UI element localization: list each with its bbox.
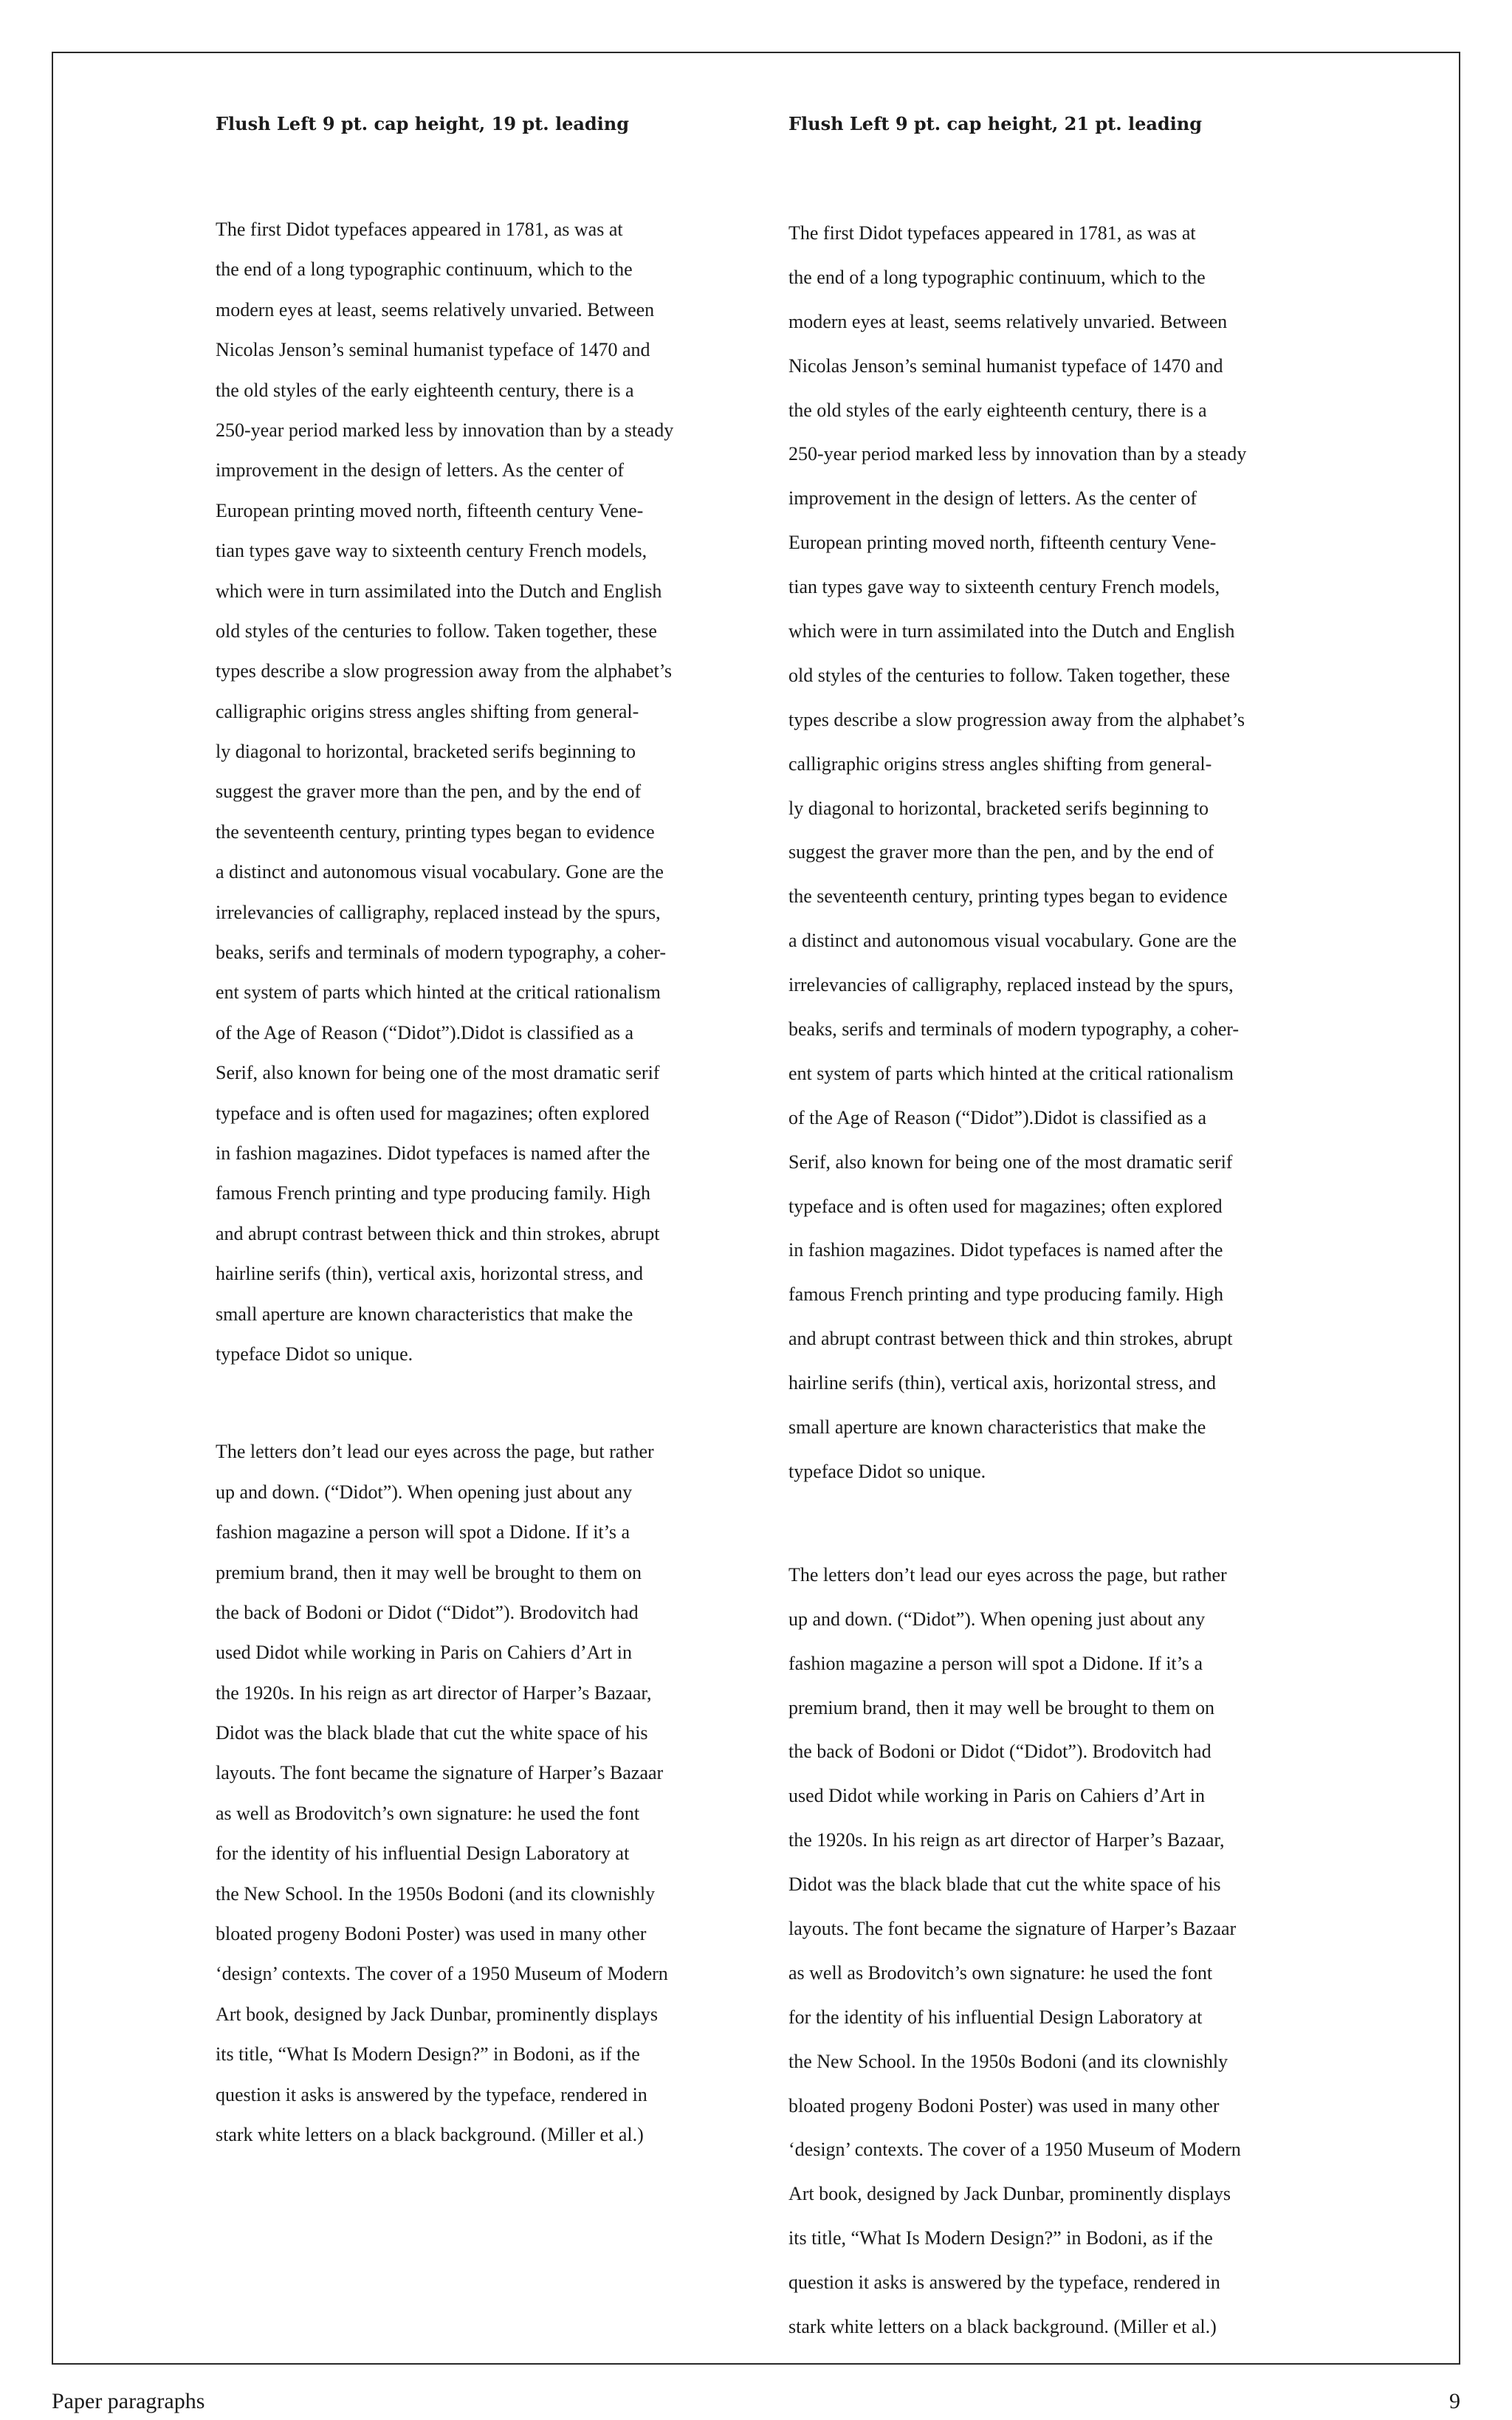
text-line: and abrupt contrast between thick and thin strokes, abrupt [216, 1222, 660, 1244]
text-line: premium brand, then it may well be brought to them on [216, 1561, 642, 1583]
text-line: The letters don’t lead our eyes across the page, but rather [216, 1441, 654, 1463]
text-line: for the identity of his influential Design Laboratory at [216, 1843, 630, 1865]
text-line: irrelevancies of calligraphy, replaced instead by the spurs, [216, 901, 661, 923]
text-line: ‘design’ contexts. The cover of a 1950 Museum of Modern [216, 1963, 668, 1985]
text-line: 250-year period marked less by innovation than by a steady [216, 419, 674, 441]
text-line: ent system of parts which hinted at the critical rationalism [788, 1062, 1234, 1084]
text-line: up and down. (“Didot”). When opening just about any [788, 1608, 1206, 1630]
text-line: Serif, also known for being one of the most dramatic serif [788, 1151, 1233, 1173]
text-line: beaks, serifs and terminals of modern typography, a coher- [788, 1018, 1240, 1041]
text-line: old styles of the centuries to follow. Taken together, these [216, 620, 657, 642]
text-line: calligraphic origins stress angles shifting from general- [216, 700, 639, 722]
text-line: the 1920s. In his reign as art director of Harper’s Bazaar, [788, 1829, 1225, 1851]
text-line: the old styles of the early eighteenth century, there is a [788, 399, 1207, 421]
text-line: types describe a slow progression away from the alphabet’s [216, 660, 673, 682]
text-line: question it asks is answered by the typeface, rendered in [216, 2083, 647, 2105]
text-line: modern eyes at least, seems relatively unvaried. Between [788, 310, 1228, 332]
text-line: a distinct and autonomous visual vocabulary. Gone are the [788, 930, 1237, 952]
text-line: calligraphic origins stress angles shifting from general- [788, 753, 1212, 775]
text-line: The letters don’t lead our eyes across the page, but rather [788, 1563, 1227, 1586]
text-line: as well as Brodovitch’s own signature: he used the font [788, 1961, 1213, 1984]
text-line: used Didot while working in Paris on Cahiers d’Art in [216, 1642, 632, 1664]
column-heading: Flush Left 9 pt. cap height, 19 pt. leading [216, 113, 630, 134]
paragraph-1 [216, 210, 747, 1374]
text-line: hairline serifs (thin), vertical axis, horizontal stress, and [216, 1263, 644, 1285]
column-19pt-leading [216, 111, 747, 2155]
text-line: suggest the graver more than the pen, and by the end of [788, 841, 1214, 863]
text-line: the end of a long typographic continuum, which to the [216, 258, 633, 281]
text-line: Nicolas Jenson’s seminal humanist typeface of 1470 and [788, 354, 1223, 377]
text-line: hairline serifs (thin), vertical axis, horizontal stress, and [788, 1372, 1217, 1394]
text-line: Serif, also known for being one of the most dramatic serif [216, 1062, 660, 1084]
text-line: its title, “What Is Modern Design?” in Bodoni, as if the [788, 2227, 1213, 2249]
text-line: in fashion magazines. Didot typefaces is named after the [216, 1142, 650, 1164]
text-line: small aperture are known characteristics that make the [788, 1416, 1206, 1439]
text-line: in fashion magazines. Didot typefaces is named after the [788, 1239, 1223, 1261]
text-line: Art book, designed by Jack Dunbar, prominently displays [216, 2003, 659, 2025]
text-line: improvement in the design of letters. As the center of [788, 487, 1197, 510]
text-line: the end of a long typographic continuum, which to the [788, 266, 1206, 288]
text-line: suggest the graver more than the pen, and by the end of [216, 781, 642, 803]
text-line: fashion magazine a person will spot a Didone. If it’s a [216, 1521, 630, 1543]
text-line: stark white letters on a black background. (Miller et al.) [788, 2315, 1217, 2337]
text-line: European printing moved north, fifteenth century Vene- [216, 499, 644, 521]
text-line: layouts. The font became the signature of Harper’s Bazaar [788, 1917, 1237, 1939]
paragraph-2 [788, 1553, 1320, 2349]
text-line: as well as Brodovitch’s own signature: he used the font [216, 1802, 640, 1824]
paragraph-1 [788, 211, 1320, 1494]
text-line: up and down. (“Didot”). When opening just about any [216, 1481, 633, 1503]
text-line: modern eyes at least, seems relatively unvaried. Between [216, 298, 655, 321]
text-line: the back of Bodoni or Didot (“Didot”). Brodovitch had [788, 1741, 1212, 1763]
text-line: famous French printing and type producing family. High [788, 1283, 1223, 1306]
text-line: the New School. In the 1950s Bodoni (and its clownishly [788, 2050, 1228, 2072]
text-line: ent system of parts which hinted at the critical rationalism [216, 981, 661, 1004]
column-21pt-leading [788, 111, 1320, 2349]
text-line: the back of Bodoni or Didot (“Didot”). Brodovitch had [216, 1601, 639, 1623]
footer-label: Paper paragraphs [52, 2389, 205, 2413]
text-line: stark white letters on a black background. (Miller et al.) [216, 2123, 644, 2145]
text-line: of the Age of Reason (“Didot”).Didot is classified as a [788, 1106, 1207, 1128]
text-line: the New School. In the 1950s Bodoni (and its clownishly [216, 1882, 656, 1905]
text-line: bloated progeny Bodoni Poster) was used in many other [216, 1923, 647, 1945]
text-line: premium brand, then it may well be brought to them on [788, 1696, 1214, 1718]
text-line: improvement in the design of letters. As the center of [216, 459, 625, 481]
text-line: European printing moved north, fifteenth century Vene- [788, 532, 1217, 554]
text-line: its title, “What Is Modern Design?” in Bodoni, as if the [216, 2043, 640, 2066]
text-line: famous French printing and type producing family. High [216, 1182, 650, 1204]
text-line: typeface and is often used for magazines; often explored [788, 1195, 1223, 1217]
text-line: small aperture are known characteristics that make the [216, 1303, 633, 1325]
text-line: typeface Didot so unique. [216, 1343, 413, 1365]
text-line: Didot was the black blade that cut the white space of his [788, 1874, 1221, 1896]
text-line: layouts. The font became the signature of Harper’s Bazaar [216, 1762, 664, 1784]
text-line: tian types gave way to sixteenth century French models, [216, 540, 647, 562]
text-line: bloated progeny Bodoni Poster) was used in many other [788, 2094, 1220, 2116]
text-line: ly diagonal to horizontal, bracketed serifs beginning to [788, 797, 1209, 819]
text-line: question it asks is answered by the typeface, rendered in [788, 2272, 1220, 2294]
text-line: old styles of the centuries to follow. Taken together, these [788, 664, 1230, 686]
text-line: ‘design’ contexts. The cover of a 1950 Museum of Modern [788, 2139, 1241, 2161]
text-line: The first Didot typefaces appeared in 1781, as was at [788, 222, 1196, 244]
column-heading: Flush Left 9 pt. cap height, 21 pt. leading [788, 113, 1203, 134]
text-line: the 1920s. In his reign as art director of Harper’s Bazaar, [216, 1682, 652, 1704]
text-line: and abrupt contrast between thick and thin strokes, abrupt [788, 1328, 1233, 1350]
text-line: types describe a slow progression away from the alphabet’s [788, 708, 1245, 730]
text-line: the seventeenth century, printing types began to evidence [216, 820, 655, 843]
text-line: the seventeenth century, printing types began to evidence [788, 885, 1228, 908]
text-line: tian types gave way to sixteenth century French models, [788, 576, 1220, 598]
text-line: of the Age of Reason (“Didot”).Didot is classified as a [216, 1021, 634, 1043]
text-line: fashion magazine a person will spot a Didone. If it’s a [788, 1652, 1203, 1674]
text-line: a distinct and autonomous visual vocabulary. Gone are the [216, 861, 664, 883]
text-line: ly diagonal to horizontal, bracketed serifs beginning to [216, 741, 636, 763]
text-line: which were in turn assimilated into the Dutch and English [216, 580, 662, 602]
text-line: Didot was the black blade that cut the white space of his [216, 1722, 648, 1744]
page-number: 9 [1449, 2389, 1460, 2413]
text-line: typeface and is often used for magazines; often explored [216, 1102, 650, 1124]
paragraph-2 [216, 1432, 747, 2155]
text-line: for the identity of his influential Design Laboratory at [788, 2006, 1203, 2028]
text-line: 250-year period marked less by innovation than by a steady [788, 443, 1247, 465]
text-line: used Didot while working in Paris on Cahiers d’Art in [788, 1785, 1205, 1807]
text-line: Nicolas Jenson’s seminal humanist typeface of 1470 and [216, 339, 650, 361]
text-line: typeface Didot so unique. [788, 1460, 986, 1482]
text-line: the old styles of the early eighteenth century, there is a [216, 379, 634, 401]
text-line: Art book, designed by Jack Dunbar, prominently displays [788, 2183, 1231, 2205]
text-line: The first Didot typefaces appeared in 1781, as was at [216, 219, 623, 240]
text-line: irrelevancies of calligraphy, replaced instead by the spurs, [788, 974, 1234, 996]
text-line: beaks, serifs and terminals of modern typography, a coher- [216, 942, 667, 964]
text-line: which were in turn assimilated into the Dutch and English [788, 620, 1235, 642]
